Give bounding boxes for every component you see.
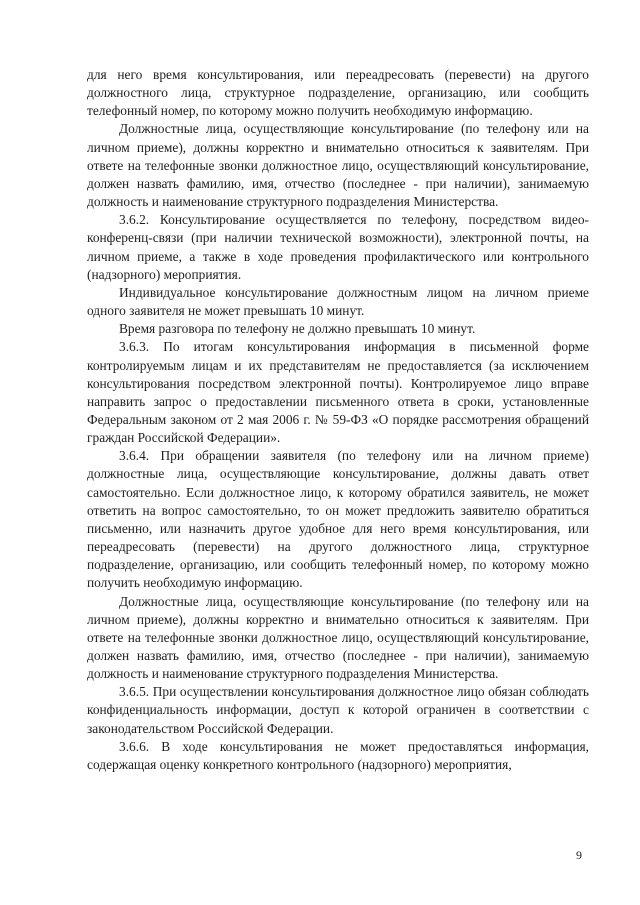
paragraph: Должностные лица, осуществляющие консультирование (по телефону или на личном приеме), должны корректно и внимательно относиться к заявителям. При ответе на телефонные звонки должностное лицо, осуществляющий консультирование, должен назвать фамилию, имя, отчество (последнее - при наличии), занимаемую должность и наименование структурного подразделения Министерства. (87, 121, 589, 210)
paragraph-continuation: для него время консультирования, или переадресовать (перевести) на другого должностного лица, структурное подразделение, организацию, или сообщить телефонный номер, по которому можно получить необходимую информацию. (87, 67, 589, 119)
page-number: 9 (576, 848, 582, 862)
paragraph-3-6-6: 3.6.6. В ходе консультирования не может предоставляться информация, содержащая оценку конкретного контрольного (надзорного) мероприятия, (87, 738, 589, 772)
paragraph-3-6-2: 3.6.2. Консультирование осуществляется по телефону, посредством видео-конференц-связи (при наличии технической возможности), электронной почты, на личном приеме, а также в ходе проведения профилактического или контрольного (надзорного) мероприятия. (87, 212, 589, 282)
paragraph-3-6-4: 3.6.4. При обращении заявителя (по телефону или на личном приеме) должностные лица, осуществляющие консультирование, должны давать ответ самостоятельно. Если должностное лицо, к которому обратился заявитель, не может ответить на вопрос самостоятельно, то он может предложить заявителю обратиться письменно, или назначить другое удобное для него время консультирования, или переадресовать (перевести) на другого должностного лица, структурное подразделение, организацию, или сообщить телефонный номер, по которому можно получить необходимую информацию. (87, 448, 589, 591)
body-text (87, 66, 589, 774)
paragraph-3-6-3: 3.6.3. По итогам консультирования информация в письменной форме контролируемым лицам и их представителям не предоставляется (за исключением консультирования посредством электронной почты). Контролируемое лицо вправе направить запрос о предоставлении письменного ответа в сроки, установленные Федеральным законом от 2 мая 2006 г. № 59-ФЗ «О порядке рассмотрения обращений граждан Российской Федерации». (87, 339, 589, 446)
paragraph: Должностные лица, осуществляющие консультирование (по телефону или на личном приеме), должны корректно и внимательно относиться к заявителям. При ответе на телефонные звонки должностное лицо, осуществляющий консультирование, должен назвать фамилию, имя, отчество (последнее - при наличии), занимаемую должность и наименование структурного подразделения Министерства. (87, 593, 589, 682)
paragraph: Время разговора по телефону не должно превышать 10 минут. (119, 321, 476, 337)
paragraph-3-6-5: 3.6.5. При осуществлении консультирования должностное лицо обязан соблюдать конфиденциальность информации, доступ к которой ограничен в соответствии с законодательством Российской Федерации. (87, 684, 589, 736)
paragraph: Индивидуальное консультирование должностным лицом на личном приеме одного заявителя не может превышать 10 минут. (87, 284, 589, 319)
